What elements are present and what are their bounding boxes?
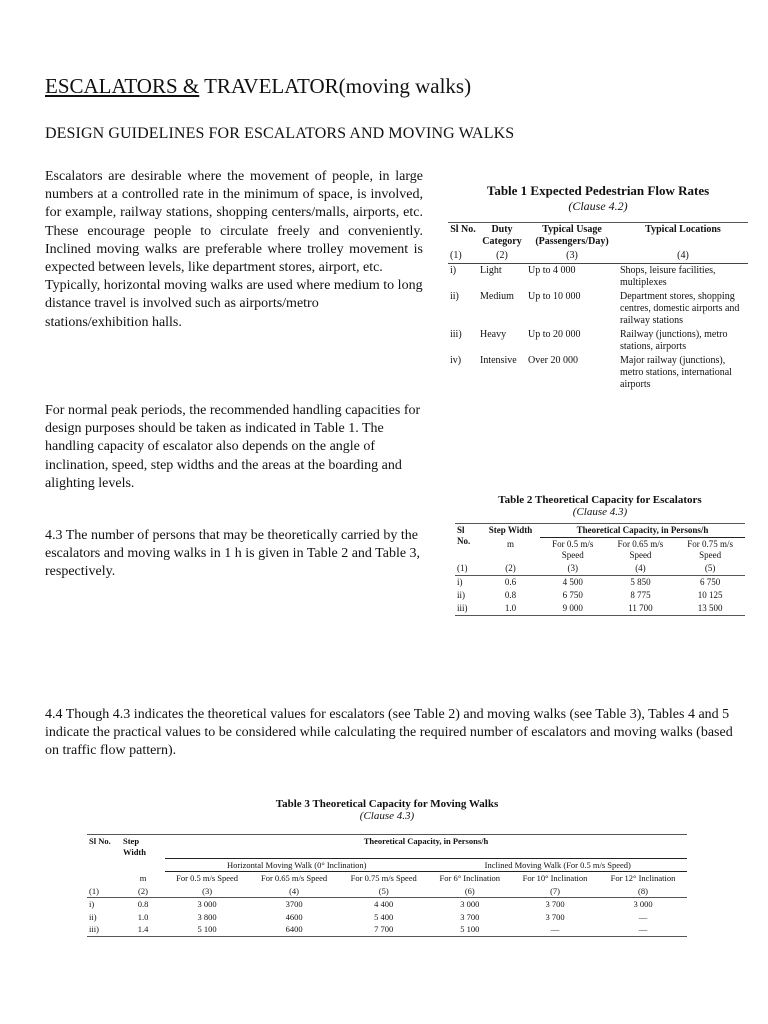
table3 — [87, 834, 687, 937]
paragraph-handling-capacity: For normal peak periods, the recommended handling capacities for design purposes should be taken as indicated in Table 1. The handling capacity of escalator also depends on the angle of inclination, speed, step widths and the areas at the boarding and alighting levels. — [45, 403, 421, 491]
table1-cell: ii) — [450, 291, 459, 302]
table3-cell: 7 700 — [374, 924, 394, 934]
table-row — [448, 290, 748, 328]
section-heading: DESIGN GUIDELINES FOR ESCALATORS AND MOVING WALKS — [45, 125, 515, 142]
paragraph-escalators: Escalators are desirable where the movement of people, in large numbers at a controlled rate in the minimum of space, is involved, for example, railway stations, shopping centers/malls, airports, etc. These encourage people to circulate freely and conveniently. Inclined moving walks are preferable where trolley movement is expected between levels, like department stores, airport, etc. — [45, 169, 423, 276]
table3-cell: 5 100 — [197, 924, 217, 934]
table1-header: Sl No. — [450, 224, 476, 235]
table2-colnum: (2) — [505, 563, 516, 573]
table-row — [448, 354, 748, 392]
table3-cell: 3700 — [285, 899, 303, 909]
table3-cell: 4600 — [285, 911, 303, 922]
table2-cell: 0.8 — [504, 590, 517, 600]
table1-cell: Heavy — [480, 329, 507, 340]
table3-cell: 3 700 — [460, 911, 480, 922]
table3-block — [87, 798, 687, 937]
table1-cell: Major railway (junctions), metro stations, international airports — [620, 355, 732, 390]
page-title — [45, 74, 471, 99]
table3-cell: 3 700 — [545, 911, 565, 922]
table3-cell: 1.4 — [137, 924, 149, 934]
table2-colnum: (4) — [635, 563, 646, 573]
table2-unit: m — [506, 538, 514, 549]
table1-cell: Shops, leisure facilities, multiplexes — [620, 265, 716, 288]
table2-cell: 10 125 — [697, 590, 723, 600]
table1-cell: Over 20 000 — [528, 355, 578, 366]
table1-cell: Up to 10 000 — [528, 291, 581, 302]
table3-cell: — — [638, 924, 648, 934]
table-row — [455, 602, 745, 616]
paragraph-intro — [45, 168, 423, 332]
table2-header-sl: Sl No. — [457, 525, 471, 546]
table2-block — [455, 494, 745, 616]
table3-cell: — — [550, 924, 560, 934]
table3-subheader: For 6° Inclination — [429, 872, 512, 885]
table1-header: Typical Locations — [645, 224, 721, 235]
table3-colnum: (1) — [89, 885, 99, 896]
table1-header: Duty Category — [482, 224, 522, 247]
table-row — [455, 576, 745, 590]
table3-header-step: Step Width — [123, 836, 146, 857]
table1-cell: Intensive — [480, 355, 517, 366]
table3-cell: 5 400 — [374, 911, 394, 922]
table3-clause: (Clause 4.3) — [359, 810, 415, 822]
table1-colnum: (2) — [478, 249, 526, 264]
paragraph-4-3: 4.3 The number of persons that may be theoretically carried by the escalators and moving walks in 1 h is given in Table 2 and Table 3, respectively. — [45, 528, 421, 580]
table3-cell: 3 000 — [197, 899, 217, 909]
table3-cell: 3 000 — [460, 899, 480, 909]
table3-subheader: For 0.5 m/s Speed — [165, 872, 249, 885]
table1 — [448, 222, 748, 392]
table3-colnum: (8) — [638, 885, 648, 896]
table2-cell: 5 850 — [630, 577, 651, 587]
table2-colnum: (3) — [567, 563, 579, 573]
table-row — [448, 328, 748, 354]
table3-subheader: For 12° Inclination — [599, 872, 687, 885]
table2-cell: 1.0 — [504, 603, 517, 613]
table3-header-inclined: Inclined Moving Walk (For 0.5 m/s Speed) — [429, 858, 687, 872]
table3-cell: 5 100 — [460, 924, 480, 934]
table2-cell: iii) — [457, 603, 468, 613]
table2-caption: Table 2 Theoretical Capacity for Escalators — [498, 494, 702, 506]
paragraph-horizontal-walks: Typically, horizontal moving walks are used where medium to long distance travel is involved such as airports/metro stations/exhibition halls. — [45, 278, 423, 330]
table3-colnum: (3) — [202, 885, 213, 896]
table-row — [87, 923, 687, 936]
table3-cell: 0.8 — [137, 899, 149, 909]
table-row — [448, 264, 748, 291]
table1-cell: i) — [450, 265, 457, 276]
table3-cell: 3 800 — [197, 911, 217, 922]
table2 — [455, 523, 745, 616]
table1-clause: (Clause 4.2) — [568, 199, 628, 213]
table2-cell: 4 500 — [562, 577, 583, 587]
table2-cell: 13 500 — [697, 603, 723, 613]
table3-cell: 6400 — [285, 924, 303, 934]
table2-cell: 0.6 — [504, 577, 517, 587]
table1-cell: iv) — [450, 355, 462, 366]
table3-header-horizontal: Horizontal Moving Walk (0° Inclination) — [165, 858, 429, 872]
table3-colnum: (7) — [550, 885, 560, 896]
table2-header-step: Step Width — [488, 525, 533, 535]
table3-cell: 1.0 — [137, 911, 149, 922]
table2-cell: i) — [457, 577, 463, 587]
table2-colnum: (1) — [457, 563, 468, 573]
table1-cell: Railway (junctions), metro stations, airports — [620, 329, 728, 352]
table1-block — [448, 183, 748, 392]
table3-unit: m — [139, 872, 147, 883]
table1-header: Typical Usage (Passengers/Day) — [535, 224, 609, 247]
table3-colnum: (6) — [464, 885, 475, 896]
table1-cell: Medium — [480, 291, 514, 302]
table1-colnum: (3) — [526, 249, 618, 264]
table3-colnum: (4) — [289, 885, 300, 896]
table1-colnum: (1) — [448, 249, 478, 264]
table3-subheader: For 10° Inclination — [511, 872, 599, 885]
table2-cell: 6 750 — [562, 590, 583, 600]
table3-colnum: (2) — [138, 885, 148, 896]
table3-cell: ii) — [89, 911, 97, 922]
table3-colnum: (5) — [378, 885, 389, 896]
paragraph-4-4: 4.4 Though 4.3 indicates the theoretical values for escalators (see Table 2) and moving walks (see Table 3), Tables 4 and 5 indicate the practical values to be considered while calculating the required number of escalators and moving walks (based on traffic flow pattern). — [45, 707, 733, 759]
table2-speed: For 0.75 m/s Speed — [675, 538, 745, 563]
table3-caption: Table 3 Theoretical Capacity for Moving Walks — [275, 798, 499, 810]
table2-cell: 8 775 — [630, 590, 651, 600]
table1-colnum: (4) — [618, 249, 748, 264]
table2-cell: 6 750 — [700, 577, 721, 587]
table1-cell: Up to 20 000 — [528, 329, 581, 340]
table2-cell: 11 700 — [628, 603, 653, 613]
table1-cell: iii) — [450, 329, 462, 340]
table3-cell: 3 700 — [545, 899, 565, 909]
table3-header-sl: Sl No. — [89, 836, 111, 846]
table-row — [87, 898, 687, 911]
table-row — [87, 911, 687, 924]
table1-cell: Up to 4 000 — [528, 265, 576, 276]
table3-cell: i) — [89, 899, 95, 909]
table2-cell: ii) — [457, 590, 465, 600]
table3-cell: iii) — [89, 924, 99, 934]
table2-speed: For 0.65 m/s Speed — [606, 538, 676, 563]
table3-cell: 3 000 — [633, 899, 653, 909]
table3-header-capacity: Theoretical Capacity, in Persons/h — [363, 836, 489, 846]
title-underlined: ESCALATORS & — [45, 74, 200, 98]
table3-subheader: For 0.75 m/s Speed — [339, 872, 429, 885]
table-row — [455, 589, 745, 602]
table3-cell: — — [638, 911, 648, 922]
table2-cell: 9 000 — [562, 603, 583, 613]
table3-subheader: For 0.65 m/s Speed — [249, 872, 339, 885]
table1-cell: Department stores, shopping centres, domestic airports and railway stations — [620, 291, 740, 326]
table1-cell: Light — [480, 265, 502, 276]
title-rest: TRAVELATOR(moving walks) — [199, 74, 472, 98]
table2-speed: For 0.5 m/s Speed — [540, 538, 606, 563]
table2-colnum: (5) — [704, 563, 716, 573]
table2-header-capacity: Theoretical Capacity, in Persons/h — [576, 525, 709, 535]
table3-cell: 4 400 — [374, 899, 394, 909]
table1-caption: Table 1 Expected Pedestrian Flow Rates — [486, 183, 710, 198]
table2-clause: (Clause 4.3) — [572, 506, 628, 518]
